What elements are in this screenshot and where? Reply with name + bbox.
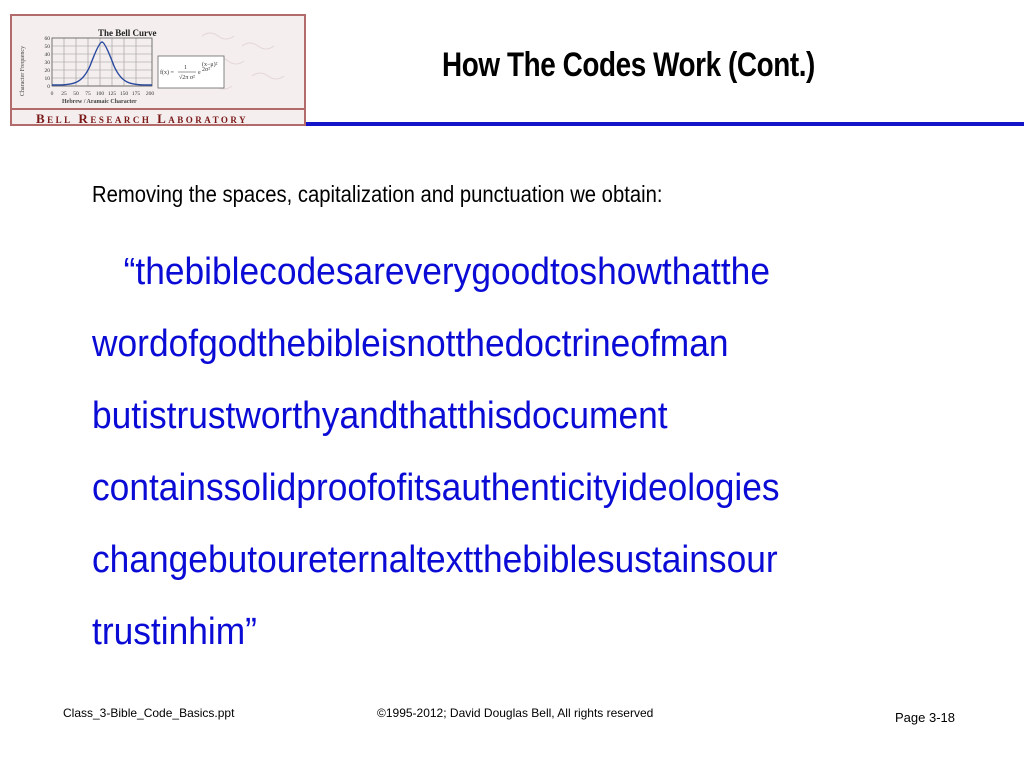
logo-y-axis-label: Character Frequency — [20, 45, 27, 97]
quote-line: “thebiblecodesareverygoodtoshowthatthe — [123, 251, 770, 293]
quote-line: butistrustworthyandthatthisdocument — [92, 395, 668, 437]
footer-filename: Class_3-Bible_Code_Basics.ppt — [63, 706, 235, 720]
quote-block — [92, 236, 992, 668]
svg-text:75: 75 — [85, 91, 91, 97]
footer-page-number: Page 3-18 — [895, 710, 955, 725]
svg-text:1: 1 — [184, 65, 187, 71]
logo-x-axis-label: Hebrew / Aramaic Character — [62, 99, 137, 105]
svg-text:f(x) =: f(x) = — [160, 70, 174, 76]
bell-research-logo — [10, 14, 306, 126]
svg-text:40: 40 — [44, 52, 50, 58]
quote-line: changebutoureternaltextthebiblesustainsour — [92, 539, 778, 581]
title-divider — [306, 122, 1024, 126]
svg-text:2σ²: 2σ² — [202, 67, 211, 73]
svg-text:20: 20 — [44, 68, 50, 74]
quote-line: containssolidproofofitsauthenticityideologies — [92, 467, 780, 509]
bell-curve-chart-graphic — [12, 16, 304, 98]
svg-text:60: 60 — [44, 36, 50, 42]
svg-text:√2π σ²: √2π σ² — [179, 75, 195, 81]
svg-text:150: 150 — [119, 91, 129, 97]
svg-text:0: 0 — [50, 91, 54, 97]
svg-text:25: 25 — [61, 91, 67, 97]
svg-text:e: e — [198, 70, 201, 76]
quote-line: trustinhim” — [92, 611, 257, 653]
svg-text:200: 200 — [145, 91, 155, 97]
intro-text: Removing the spaces, capitalization and punctuation we obtain: — [92, 181, 663, 207]
svg-text:10: 10 — [44, 76, 50, 82]
svg-text:0: 0 — [47, 84, 50, 90]
svg-text:125: 125 — [107, 91, 117, 97]
svg-text:30: 30 — [44, 60, 50, 66]
quote-line: wordofgodthebibleisnotthedoctrineofman — [92, 323, 729, 365]
footer-copyright: ©1995-2012; David Douglas Bell, All rights reserved — [377, 706, 654, 720]
logo-chart-title: The Bell Curve — [98, 28, 157, 38]
svg-text:100: 100 — [95, 91, 105, 97]
svg-text:(x−μ)²: (x−μ)² — [202, 62, 218, 68]
logo-banner — [12, 108, 304, 126]
logo-banner-text: Bell Research Laboratory — [36, 111, 249, 126]
svg-text:175: 175 — [131, 91, 141, 97]
slide-title: How The Codes Work (Cont.) — [442, 46, 815, 84]
svg-text:50: 50 — [44, 44, 50, 50]
svg-text:50: 50 — [73, 91, 79, 97]
